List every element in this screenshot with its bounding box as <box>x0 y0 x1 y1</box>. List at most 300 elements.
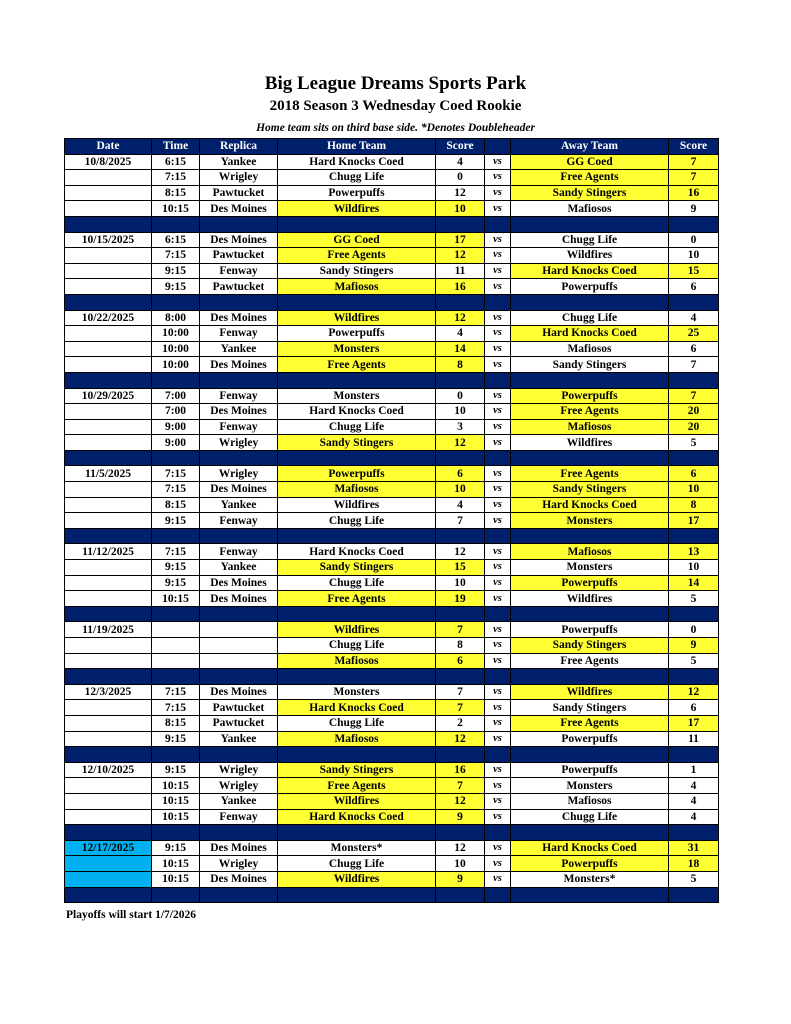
away-team: Mafiosos <box>511 341 669 357</box>
game-replica-field: Des Moines <box>200 591 278 607</box>
home-team: Monsters <box>278 684 436 700</box>
away-score: 14 <box>669 575 719 591</box>
away-score: 5 <box>669 653 719 669</box>
home-team: Mafiosos <box>278 482 436 498</box>
game-date <box>65 404 152 420</box>
home-team: Mafiosos <box>278 279 436 295</box>
away-score: 4 <box>669 793 719 809</box>
away-team: Powerpuffs <box>511 279 669 295</box>
separator-cell <box>485 887 511 903</box>
separator-cell <box>152 450 200 466</box>
home-score: 12 <box>436 544 485 560</box>
away-score: 4 <box>669 809 719 825</box>
vs-label: vs <box>485 513 511 529</box>
game-row <box>65 248 719 264</box>
game-time: 7:00 <box>152 404 200 420</box>
separator-cell <box>152 825 200 841</box>
home-team: Wildfires <box>278 871 436 887</box>
game-date <box>65 575 152 591</box>
separator-cell <box>436 887 485 903</box>
game-row <box>65 575 719 591</box>
game-date <box>65 263 152 279</box>
separator-cell <box>669 528 719 544</box>
away-score: 6 <box>669 279 719 295</box>
game-date <box>65 482 152 498</box>
separator-cell <box>436 747 485 763</box>
game-replica-field: Wrigley <box>200 762 278 778</box>
separator-cell <box>669 825 719 841</box>
game-replica-field: Des Moines <box>200 404 278 420</box>
game-replica-field: Des Moines <box>200 684 278 700</box>
away-score: 4 <box>669 778 719 794</box>
away-team: Sandy Stingers <box>511 700 669 716</box>
game-time: 9:15 <box>152 263 200 279</box>
week-separator-row <box>65 747 719 763</box>
game-date <box>65 341 152 357</box>
away-team: Chugg Life <box>511 310 669 326</box>
away-score: 0 <box>669 232 719 248</box>
game-row <box>65 263 719 279</box>
game-row <box>65 638 719 654</box>
home-team: GG Coed <box>278 232 436 248</box>
home-score: 11 <box>436 263 485 279</box>
game-time: 6:15 <box>152 154 200 170</box>
separator-cell <box>152 528 200 544</box>
separator-cell <box>669 450 719 466</box>
game-row <box>65 341 719 357</box>
vs-label: vs <box>485 793 511 809</box>
away-team: Free Agents <box>511 715 669 731</box>
game-replica-field: Des Moines <box>200 232 278 248</box>
game-row <box>65 700 719 716</box>
home-score: 15 <box>436 560 485 576</box>
game-time: 9:15 <box>152 575 200 591</box>
home-score: 17 <box>436 232 485 248</box>
separator-cell <box>436 825 485 841</box>
game-replica-field: Wrigley <box>200 170 278 186</box>
vs-label: vs <box>485 263 511 279</box>
away-team: Wildfires <box>511 248 669 264</box>
vs-label: vs <box>485 731 511 747</box>
separator-cell <box>436 216 485 232</box>
separator-cell <box>152 606 200 622</box>
away-team: Sandy Stingers <box>511 185 669 201</box>
col-header-date: Date <box>65 139 152 155</box>
away-score: 9 <box>669 638 719 654</box>
separator-cell <box>669 606 719 622</box>
game-time: 7:15 <box>152 466 200 482</box>
game-row <box>65 544 719 560</box>
col-header-replica: Replica <box>200 139 278 155</box>
home-team: Monsters <box>278 388 436 404</box>
separator-cell <box>669 669 719 685</box>
game-replica-field: Fenway <box>200 544 278 560</box>
game-row <box>65 201 719 217</box>
away-team: Powerpuffs <box>511 622 669 638</box>
home-score: 4 <box>436 497 485 513</box>
game-time: 9:15 <box>152 560 200 576</box>
game-row <box>65 715 719 731</box>
game-replica-field: Wrigley <box>200 778 278 794</box>
game-replica-field: Des Moines <box>200 840 278 856</box>
home-score: 12 <box>436 731 485 747</box>
away-score: 25 <box>669 326 719 342</box>
game-replica-field: Wrigley <box>200 466 278 482</box>
vs-label: vs <box>485 544 511 560</box>
vs-label: vs <box>485 809 511 825</box>
week-separator-row <box>65 294 719 310</box>
game-date <box>65 513 152 529</box>
week-separator-row <box>65 216 719 232</box>
home-team: Wildfires <box>278 622 436 638</box>
away-team: Powerpuffs <box>511 856 669 872</box>
separator-cell <box>65 887 152 903</box>
week-separator-row <box>65 825 719 841</box>
separator-cell <box>65 528 152 544</box>
separator-cell <box>485 825 511 841</box>
vs-label: vs <box>485 778 511 794</box>
home-score: 6 <box>436 653 485 669</box>
separator-cell <box>65 747 152 763</box>
separator-cell <box>278 216 436 232</box>
game-replica-field: Des Moines <box>200 201 278 217</box>
separator-cell <box>278 372 436 388</box>
game-row <box>65 793 719 809</box>
home-score: 12 <box>436 435 485 451</box>
game-date: 10/22/2025 <box>65 310 152 326</box>
vs-label: vs <box>485 575 511 591</box>
away-score: 13 <box>669 544 719 560</box>
game-time: 10:00 <box>152 326 200 342</box>
away-score: 6 <box>669 341 719 357</box>
game-date <box>65 419 152 435</box>
week-separator-row <box>65 528 719 544</box>
vs-label: vs <box>485 871 511 887</box>
home-score: 19 <box>436 591 485 607</box>
separator-cell <box>200 216 278 232</box>
separator-cell <box>278 887 436 903</box>
separator-cell <box>669 747 719 763</box>
game-row <box>65 560 719 576</box>
game-row <box>65 404 719 420</box>
game-time <box>152 622 200 638</box>
away-score: 7 <box>669 357 719 373</box>
game-date <box>65 279 152 295</box>
separator-cell <box>200 372 278 388</box>
separator-cell <box>152 887 200 903</box>
playoffs-note: Playoffs will start 1/7/2026 <box>66 909 196 921</box>
separator-cell <box>200 294 278 310</box>
vs-label: vs <box>485 185 511 201</box>
away-score: 8 <box>669 497 719 513</box>
separator-cell <box>511 606 669 622</box>
game-date <box>65 560 152 576</box>
home-team: Wildfires <box>278 497 436 513</box>
game-date <box>65 793 152 809</box>
home-score: 12 <box>436 310 485 326</box>
week-separator-row <box>65 887 719 903</box>
home-score: 7 <box>436 513 485 529</box>
separator-cell <box>152 294 200 310</box>
separator-cell <box>200 450 278 466</box>
away-score: 10 <box>669 482 719 498</box>
separator-cell <box>200 606 278 622</box>
game-date <box>65 715 152 731</box>
game-row <box>65 435 719 451</box>
game-row <box>65 232 719 248</box>
home-team: Chugg Life <box>278 513 436 529</box>
game-row <box>65 326 719 342</box>
separator-cell <box>200 825 278 841</box>
home-score: 8 <box>436 638 485 654</box>
separator-cell <box>278 294 436 310</box>
col-header-home-score: Score <box>436 139 485 155</box>
game-time: 10:15 <box>152 793 200 809</box>
away-score: 15 <box>669 263 719 279</box>
home-score: 6 <box>436 466 485 482</box>
separator-cell <box>278 747 436 763</box>
game-time <box>152 653 200 669</box>
game-date <box>65 248 152 264</box>
game-time: 10:15 <box>152 856 200 872</box>
game-time: 7:15 <box>152 544 200 560</box>
separator-cell <box>200 528 278 544</box>
col-header-time: Time <box>152 139 200 155</box>
home-score: 16 <box>436 279 485 295</box>
vs-label: vs <box>485 653 511 669</box>
away-team: Free Agents <box>511 404 669 420</box>
away-score: 7 <box>669 154 719 170</box>
game-time: 10:15 <box>152 778 200 794</box>
game-date: 10/8/2025 <box>65 154 152 170</box>
game-date <box>65 185 152 201</box>
game-time: 8:15 <box>152 497 200 513</box>
separator-cell <box>278 606 436 622</box>
away-team: Sandy Stingers <box>511 482 669 498</box>
home-team: Chugg Life <box>278 170 436 186</box>
home-score: 9 <box>436 809 485 825</box>
vs-label: vs <box>485 201 511 217</box>
away-score: 9 <box>669 201 719 217</box>
away-team: Hard Knocks Coed <box>511 497 669 513</box>
vs-label: vs <box>485 560 511 576</box>
home-score: 2 <box>436 715 485 731</box>
away-team: Sandy Stingers <box>511 638 669 654</box>
game-time: 9:00 <box>152 419 200 435</box>
away-score: 0 <box>669 622 719 638</box>
game-date <box>65 653 152 669</box>
game-row <box>65 357 719 373</box>
game-time: 9:15 <box>152 762 200 778</box>
separator-cell <box>485 450 511 466</box>
game-time: 10:15 <box>152 871 200 887</box>
home-score: 7 <box>436 684 485 700</box>
game-time: 9:00 <box>152 435 200 451</box>
away-team: Mafiosos <box>511 793 669 809</box>
away-team: Free Agents <box>511 466 669 482</box>
vs-label: vs <box>485 856 511 872</box>
week-separator-row <box>65 606 719 622</box>
game-time: 10:15 <box>152 201 200 217</box>
home-score: 7 <box>436 778 485 794</box>
separator-cell <box>669 372 719 388</box>
game-replica-field: Fenway <box>200 388 278 404</box>
away-team: Hard Knocks Coed <box>511 326 669 342</box>
game-date: 10/29/2025 <box>65 388 152 404</box>
home-score: 10 <box>436 404 485 420</box>
game-time: 7:15 <box>152 482 200 498</box>
game-replica-field <box>200 653 278 669</box>
game-date <box>65 497 152 513</box>
game-date <box>65 856 152 872</box>
separator-cell <box>485 528 511 544</box>
game-replica-field: Des Moines <box>200 575 278 591</box>
separator-cell <box>436 528 485 544</box>
separator-cell <box>152 669 200 685</box>
away-team: Mafiosos <box>511 419 669 435</box>
home-score: 4 <box>436 326 485 342</box>
vs-label: vs <box>485 279 511 295</box>
away-score: 6 <box>669 466 719 482</box>
vs-label: vs <box>485 591 511 607</box>
vs-label: vs <box>485 466 511 482</box>
vs-label: vs <box>485 638 511 654</box>
game-replica-field: Pawtucket <box>200 715 278 731</box>
home-score: 14 <box>436 341 485 357</box>
away-score: 1 <box>669 762 719 778</box>
home-team: Chugg Life <box>278 715 436 731</box>
vs-label: vs <box>485 684 511 700</box>
game-row <box>65 840 719 856</box>
vs-label: vs <box>485 435 511 451</box>
home-score: 10 <box>436 575 485 591</box>
game-replica-field: Wrigley <box>200 435 278 451</box>
vs-label: vs <box>485 248 511 264</box>
separator-cell <box>436 372 485 388</box>
game-date: 11/5/2025 <box>65 466 152 482</box>
separator-cell <box>65 825 152 841</box>
away-team: Monsters <box>511 778 669 794</box>
away-team: Free Agents <box>511 653 669 669</box>
game-date: 10/15/2025 <box>65 232 152 248</box>
vs-label: vs <box>485 622 511 638</box>
away-score: 31 <box>669 840 719 856</box>
away-score: 10 <box>669 248 719 264</box>
game-time: 7:15 <box>152 248 200 264</box>
away-score: 7 <box>669 170 719 186</box>
game-row <box>65 856 719 872</box>
week-separator-row <box>65 372 719 388</box>
home-team: Chugg Life <box>278 419 436 435</box>
game-time: 10:00 <box>152 357 200 373</box>
home-score: 12 <box>436 185 485 201</box>
separator-cell <box>152 372 200 388</box>
separator-cell <box>511 372 669 388</box>
away-score: 17 <box>669 513 719 529</box>
game-row <box>65 388 719 404</box>
game-date <box>65 700 152 716</box>
game-time: 7:15 <box>152 170 200 186</box>
away-team: Monsters <box>511 560 669 576</box>
game-replica-field: Des Moines <box>200 871 278 887</box>
game-replica-field: Pawtucket <box>200 248 278 264</box>
game-replica-field: Fenway <box>200 809 278 825</box>
game-replica-field: Fenway <box>200 419 278 435</box>
col-header-away-score: Score <box>669 139 719 155</box>
away-team: Powerpuffs <box>511 762 669 778</box>
separator-cell <box>278 669 436 685</box>
separator-cell <box>669 294 719 310</box>
away-score: 17 <box>669 715 719 731</box>
game-date <box>65 591 152 607</box>
vs-label: vs <box>485 419 511 435</box>
separator-cell <box>200 747 278 763</box>
away-score: 6 <box>669 700 719 716</box>
separator-cell <box>200 887 278 903</box>
separator-cell <box>511 669 669 685</box>
away-team: Wildfires <box>511 435 669 451</box>
home-score: 12 <box>436 840 485 856</box>
game-replica-field: Des Moines <box>200 357 278 373</box>
separator-cell <box>511 294 669 310</box>
separator-cell <box>200 669 278 685</box>
game-date <box>65 170 152 186</box>
schedule-note: Home team sits on third base side. *Denotes Doubleheader <box>256 122 535 134</box>
game-replica-field: Fenway <box>200 263 278 279</box>
home-score: 10 <box>436 856 485 872</box>
home-team: Hard Knocks Coed <box>278 700 436 716</box>
away-score: 5 <box>669 435 719 451</box>
game-time <box>152 638 200 654</box>
home-score: 7 <box>436 622 485 638</box>
away-team: Powerpuffs <box>511 731 669 747</box>
game-row <box>65 778 719 794</box>
game-time: 9:15 <box>152 513 200 529</box>
away-team: Mafiosos <box>511 201 669 217</box>
game-row <box>65 622 719 638</box>
separator-cell <box>669 887 719 903</box>
vs-label: vs <box>485 700 511 716</box>
game-replica-field <box>200 638 278 654</box>
col-header-vs <box>485 139 511 155</box>
away-score: 7 <box>669 388 719 404</box>
game-row <box>65 310 719 326</box>
separator-cell <box>511 747 669 763</box>
game-replica-field: Yankee <box>200 497 278 513</box>
vs-label: vs <box>485 840 511 856</box>
game-replica-field: Pawtucket <box>200 700 278 716</box>
game-row <box>65 497 719 513</box>
home-score: 9 <box>436 871 485 887</box>
separator-cell <box>152 747 200 763</box>
separator-cell <box>65 669 152 685</box>
col-header-home-team: Home Team <box>278 139 436 155</box>
away-team: Free Agents <box>511 170 669 186</box>
away-team: Powerpuffs <box>511 575 669 591</box>
home-score: 0 <box>436 170 485 186</box>
vs-label: vs <box>485 715 511 731</box>
home-team: Chugg Life <box>278 575 436 591</box>
game-time: 10:15 <box>152 591 200 607</box>
away-score: 12 <box>669 684 719 700</box>
game-date <box>65 731 152 747</box>
separator-cell <box>65 372 152 388</box>
home-score: 4 <box>436 154 485 170</box>
game-row <box>65 731 719 747</box>
game-row <box>65 466 719 482</box>
game-time: 10:00 <box>152 341 200 357</box>
season-subtitle: 2018 Season 3 Wednesday Coed Rookie <box>269 98 522 114</box>
